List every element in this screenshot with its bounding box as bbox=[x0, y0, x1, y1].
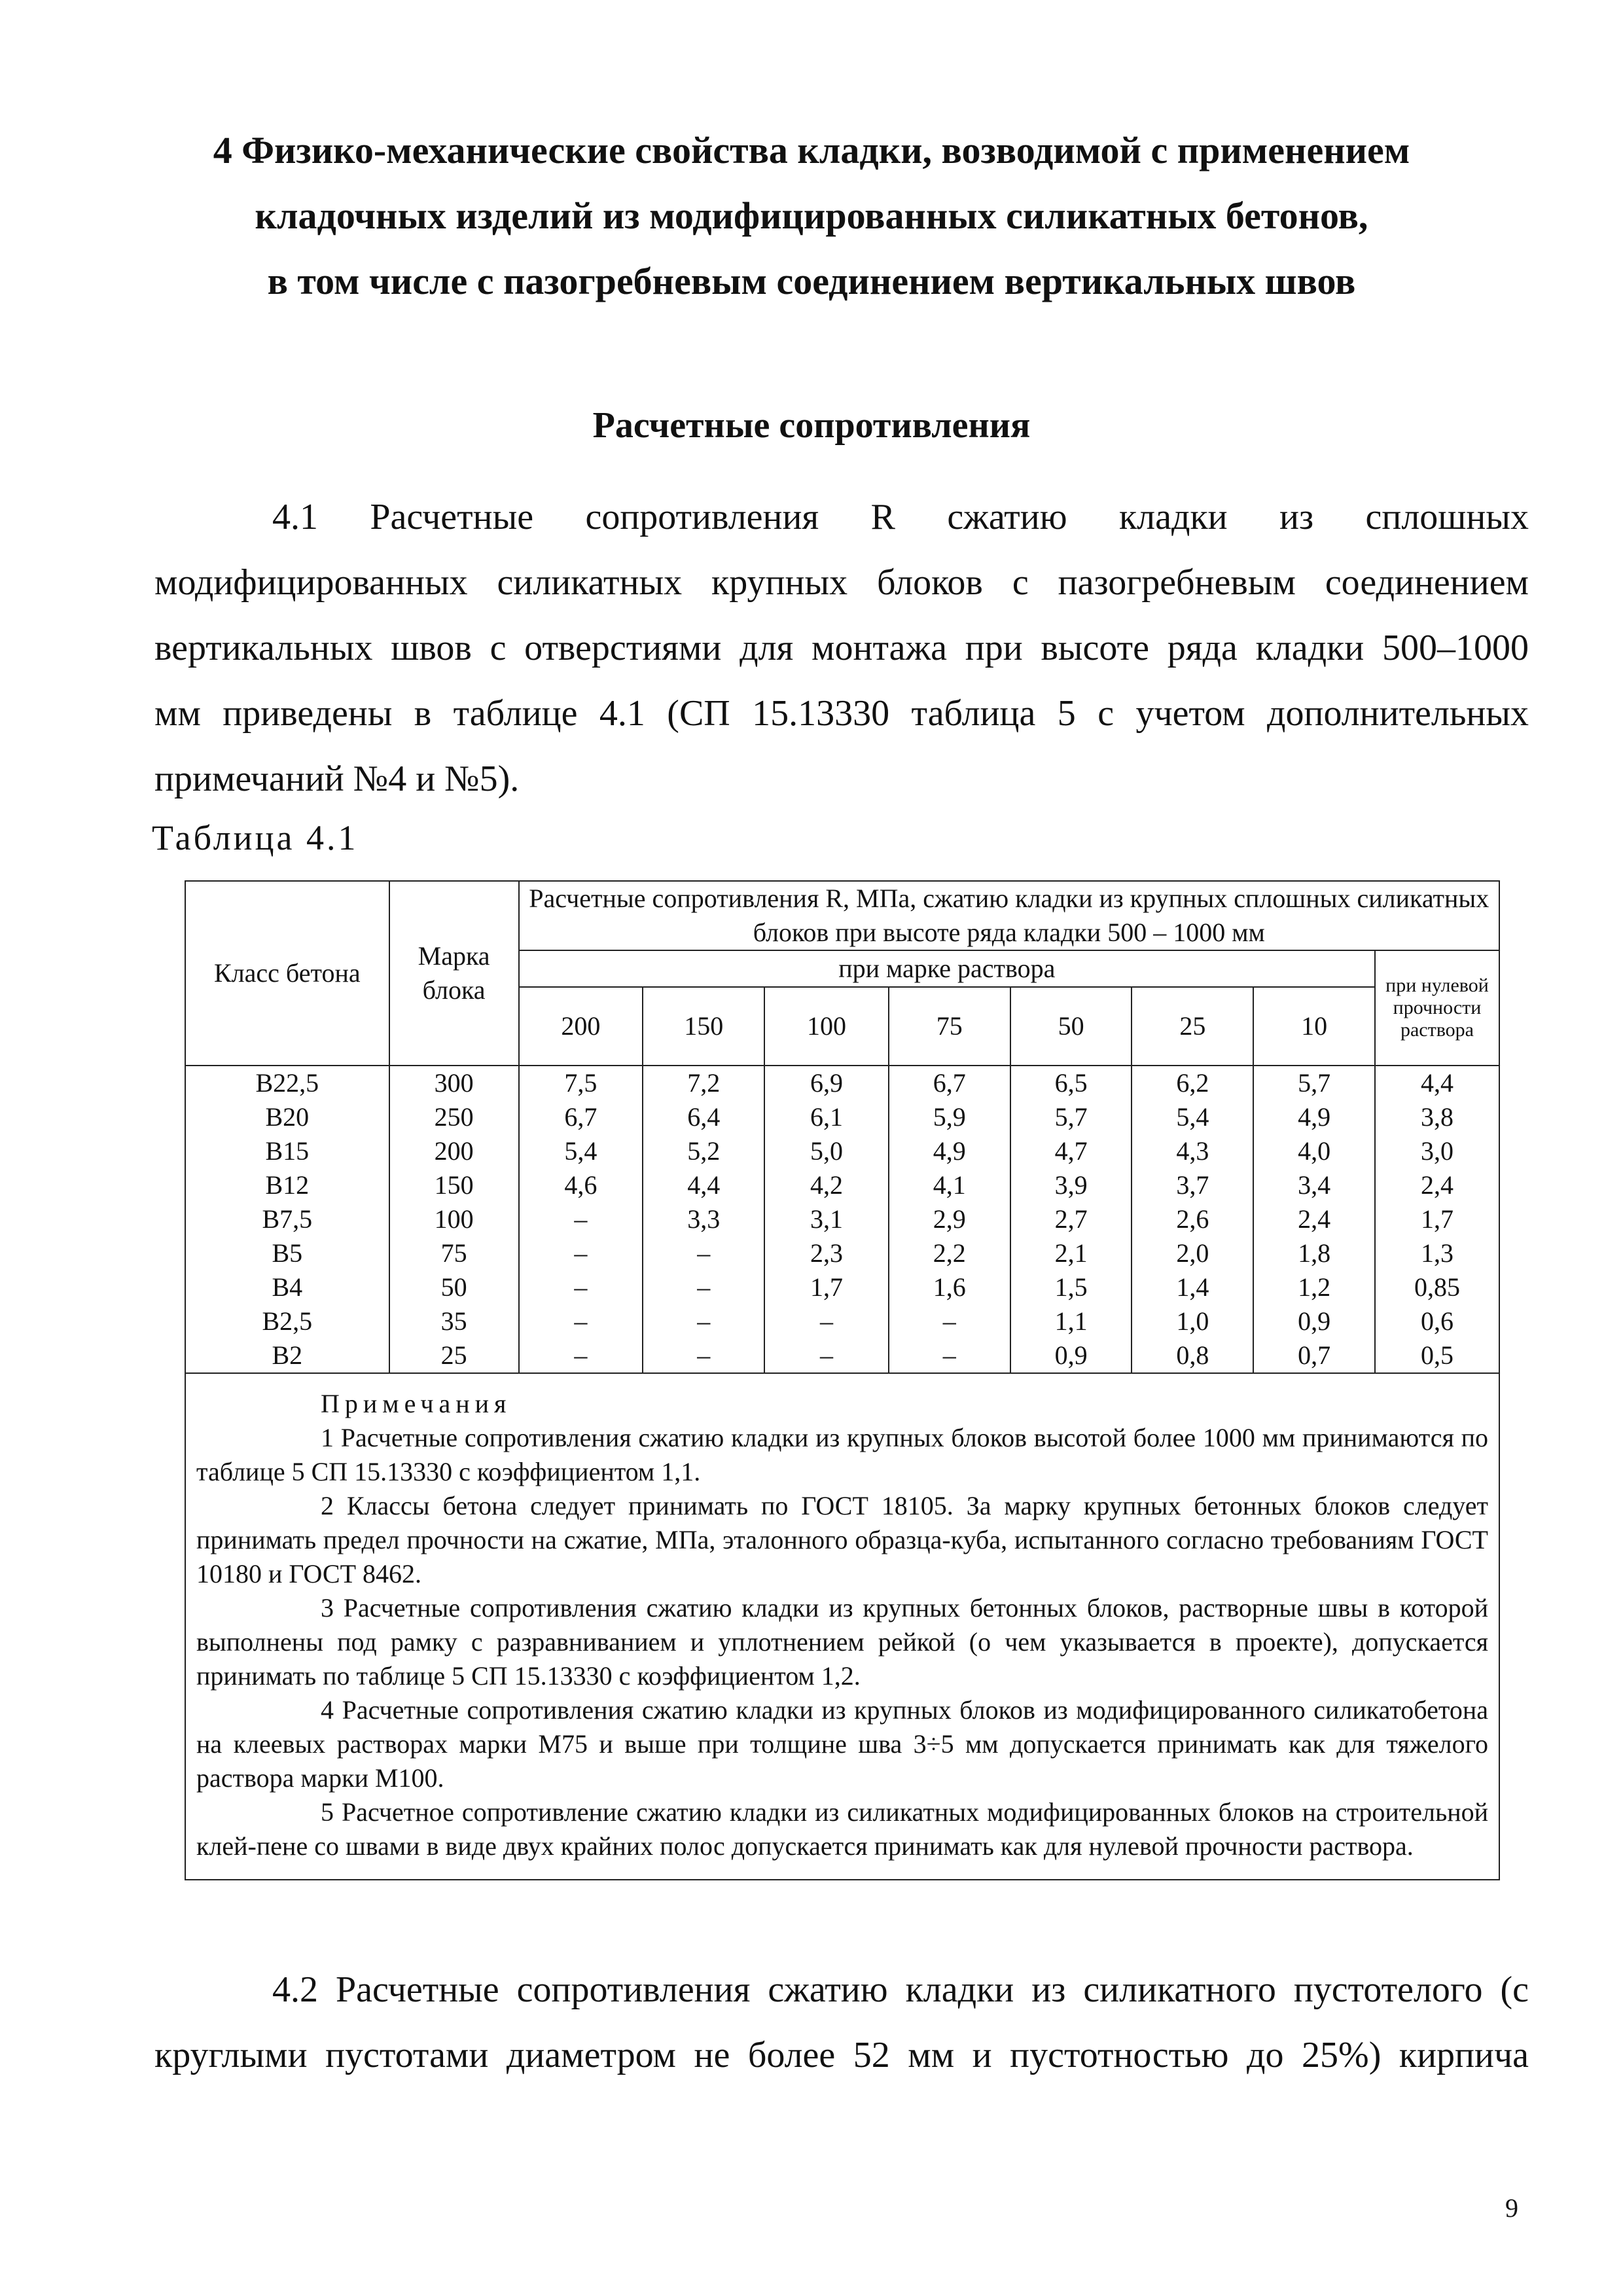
table-row bbox=[185, 1066, 1499, 1100]
resistance-value-cell: 4,4 bbox=[1375, 1066, 1499, 1100]
section-heading bbox=[131, 118, 1492, 314]
resistance-value-cell: – bbox=[643, 1304, 764, 1338]
resistance-value-cell: 2,9 bbox=[889, 1202, 1010, 1236]
resistance-value-cell: 4,7 bbox=[1010, 1134, 1132, 1168]
resistance-table bbox=[185, 880, 1500, 1880]
paragraph-line: вертикальных швов с отверстиями для монтажа при высоте ряда кладки 500–1000 bbox=[154, 628, 1529, 668]
mortar-grade-header: 75 bbox=[889, 987, 1010, 1066]
paragraph-4-2 bbox=[154, 1957, 1529, 2088]
resistance-value-cell: 6,7 bbox=[889, 1066, 1010, 1100]
resistance-value-cell: 4,0 bbox=[1253, 1134, 1375, 1168]
table-row bbox=[185, 1270, 1499, 1304]
table-row bbox=[185, 1168, 1499, 1202]
resistance-value-cell: 1,5 bbox=[1010, 1270, 1132, 1304]
resistance-value-cell: 3,9 bbox=[1010, 1168, 1132, 1202]
mortar-grade-header: 25 bbox=[1132, 987, 1253, 1066]
resistance-value-cell: 2,4 bbox=[1253, 1202, 1375, 1236]
block-mark-cell: 75 bbox=[389, 1236, 519, 1270]
mortar-grade-header: 50 bbox=[1010, 987, 1132, 1066]
resistance-value-cell: 1,8 bbox=[1253, 1236, 1375, 1270]
resistance-value-cell: 3,3 bbox=[643, 1202, 764, 1236]
paragraph-line: примечаний №4 и №5). bbox=[154, 759, 520, 799]
resistance-value-cell: – bbox=[889, 1338, 1010, 1373]
resistance-value-cell: – bbox=[519, 1304, 643, 1338]
resistance-value-cell: 3,1 bbox=[764, 1202, 889, 1236]
resistance-value-cell: 4,1 bbox=[889, 1168, 1010, 1202]
page-number: 9 bbox=[1505, 2193, 1518, 2223]
resistance-value-cell: 3,7 bbox=[1132, 1168, 1253, 1202]
resistance-value-cell: 4,9 bbox=[889, 1134, 1010, 1168]
block-mark-cell: 50 bbox=[389, 1270, 519, 1304]
resistance-value-cell: 0,8 bbox=[1132, 1338, 1253, 1373]
note-item: 5 Расчетное сопротивление сжатию кладки из силикатных модифицированных блоков на строительной клей-пене со швами в виде двух крайних полос допускается принимать как для нулевой прочности раствора. bbox=[196, 1797, 1488, 1861]
mortar-grade-header: 100 bbox=[764, 987, 889, 1066]
resistance-value-cell: 4,3 bbox=[1132, 1134, 1253, 1168]
resistance-value-cell: 4,9 bbox=[1253, 1100, 1375, 1134]
paragraph-line: 4.2 Расчетные сопротивления сжатию кладки из силикатного пустотелого (с bbox=[272, 1969, 1529, 2010]
block-mark-cell: 35 bbox=[389, 1304, 519, 1338]
concrete-class-cell: В2,5 bbox=[185, 1304, 389, 1338]
paragraph-line: мм приведены в таблице 4.1 (СП 15.13330 таблица 5 с учетом дополнительных bbox=[154, 693, 1529, 734]
resistance-value-cell: 6,4 bbox=[643, 1100, 764, 1134]
block-mark-cell: 300 bbox=[389, 1066, 519, 1100]
resistance-value-cell: 7,2 bbox=[643, 1066, 764, 1100]
resistance-value-cell: – bbox=[643, 1338, 764, 1373]
note-item: 2 Классы бетона следует принимать по ГОСТ 18105. За марку крупных бетонных блоков следует принимать предел прочности на сжатие, МПа, эталонного образца-куба, испытанного согласно требованиям ГОСТ 10180 и ГОСТ 8462. bbox=[196, 1491, 1488, 1588]
resistance-value-cell: 1,6 bbox=[889, 1270, 1010, 1304]
resistance-value-cell: 5,4 bbox=[519, 1134, 643, 1168]
block-mark-cell: 200 bbox=[389, 1134, 519, 1168]
note-item: 3 Расчетные сопротивления сжатию кладки из крупных бетонных блоков, растворные швы в которой выполнены под рамку с разравниванием и уплотнением рейкой (о чем указывается в проекте), допускается принимать по таблице 5 СП 15.13330 с коэффициентом 1,2. bbox=[196, 1593, 1488, 1691]
resistance-value-cell: 5,9 bbox=[889, 1100, 1010, 1134]
table-row bbox=[185, 1304, 1499, 1338]
block-mark-cell: 250 bbox=[389, 1100, 519, 1134]
resistance-value-cell: 0,85 bbox=[1375, 1270, 1499, 1304]
concrete-class-cell: В2 bbox=[185, 1338, 389, 1373]
resistance-value-cell: 5,0 bbox=[764, 1134, 889, 1168]
table-row bbox=[185, 1338, 1499, 1373]
resistance-value-cell: – bbox=[643, 1236, 764, 1270]
section-heading-line: кладочных изделий из модифицированных силикатных бетонов, bbox=[255, 194, 1368, 237]
resistance-value-cell: – bbox=[519, 1202, 643, 1236]
resistance-value-cell: 2,6 bbox=[1132, 1202, 1253, 1236]
block-mark-cell: 25 bbox=[389, 1338, 519, 1373]
resistance-value-cell: 5,7 bbox=[1253, 1066, 1375, 1100]
resistance-value-cell: 1,2 bbox=[1253, 1270, 1375, 1304]
resistance-value-cell: 6,2 bbox=[1132, 1066, 1253, 1100]
resistance-value-cell: 1,3 bbox=[1375, 1236, 1499, 1270]
resistance-value-cell: 2,4 bbox=[1375, 1168, 1499, 1202]
table-notes bbox=[185, 1373, 1499, 1880]
resistance-value-cell: 2,2 bbox=[889, 1236, 1010, 1270]
resistance-value-cell: 4,4 bbox=[643, 1168, 764, 1202]
resistance-value-cell: 6,9 bbox=[764, 1066, 889, 1100]
mortar-grade-header: 10 bbox=[1253, 987, 1375, 1066]
resistance-value-cell: 6,1 bbox=[764, 1100, 889, 1134]
table-row bbox=[185, 1134, 1499, 1168]
resistance-value-cell: 0,7 bbox=[1253, 1338, 1375, 1373]
block-mark-cell: 100 bbox=[389, 1202, 519, 1236]
resistance-value-cell: 2,1 bbox=[1010, 1236, 1132, 1270]
resistance-value-cell: – bbox=[519, 1338, 643, 1373]
section-heading-line: в том числе с пазогребневым соединением вертикальных швов bbox=[267, 260, 1356, 302]
resistance-value-cell: 0,9 bbox=[1253, 1304, 1375, 1338]
subsection-heading: Расчетные сопротивления bbox=[592, 405, 1031, 446]
concrete-class-cell: В4 bbox=[185, 1270, 389, 1304]
resistance-value-cell: 3,8 bbox=[1375, 1100, 1499, 1134]
header-block-mark: Марка блока bbox=[389, 881, 519, 1066]
resistance-value-cell: 0,9 bbox=[1010, 1338, 1132, 1373]
resistance-value-cell: – bbox=[889, 1304, 1010, 1338]
table-row bbox=[185, 1100, 1499, 1134]
header-mortar-grade: при марке раствора bbox=[519, 950, 1375, 987]
concrete-class-cell: В12 bbox=[185, 1168, 389, 1202]
note-item: 4 Расчетные сопротивления сжатию кладки из крупных блоков из модифицированного силикатобетона на клеевых растворах марки М75 и выше при толщине шва 3÷5 мм допускается принимать как для тяжелого раствора марки М100. bbox=[196, 1695, 1488, 1793]
header-concrete-class: Класс бетона bbox=[185, 881, 389, 1066]
resistance-value-cell: 0,5 bbox=[1375, 1338, 1499, 1373]
resistance-value-cell: 3,4 bbox=[1253, 1168, 1375, 1202]
resistance-value-cell: 6,7 bbox=[519, 1100, 643, 1134]
resistance-value-cell: – bbox=[519, 1270, 643, 1304]
resistance-value-cell: 6,5 bbox=[1010, 1066, 1132, 1100]
paragraph-line: круглыми пустотами диаметром не более 52 мм и пустотностью до 25%) кирпича bbox=[154, 2035, 1529, 2075]
resistance-value-cell: 0,6 bbox=[1375, 1304, 1499, 1338]
mortar-grade-header: 150 bbox=[643, 987, 764, 1066]
resistance-value-cell: 5,2 bbox=[643, 1134, 764, 1168]
resistance-value-cell: 1,1 bbox=[1010, 1304, 1132, 1338]
mortar-grade-header: 200 bbox=[519, 987, 643, 1066]
resistance-value-cell: 2,3 bbox=[764, 1236, 889, 1270]
concrete-class-cell: В20 bbox=[185, 1100, 389, 1134]
block-mark-cell: 150 bbox=[389, 1168, 519, 1202]
resistance-value-cell: 2,0 bbox=[1132, 1236, 1253, 1270]
resistance-value-cell: 2,7 bbox=[1010, 1202, 1132, 1236]
resistance-value-cell: – bbox=[519, 1236, 643, 1270]
resistance-value-cell: 3,0 bbox=[1375, 1134, 1499, 1168]
concrete-class-cell: В22,5 bbox=[185, 1066, 389, 1100]
concrete-class-cell: В5 bbox=[185, 1236, 389, 1270]
resistance-value-cell: 1,7 bbox=[1375, 1202, 1499, 1236]
notes-title: Примечания bbox=[321, 1389, 512, 1418]
resistance-value-cell: 5,4 bbox=[1132, 1100, 1253, 1134]
concrete-class-cell: В15 bbox=[185, 1134, 389, 1168]
resistance-value-cell: 4,6 bbox=[519, 1168, 643, 1202]
concrete-class-cell: В7,5 bbox=[185, 1202, 389, 1236]
header-zero-strength: при нулевой прочности раствора bbox=[1375, 950, 1499, 1066]
resistance-value-cell: 1,7 bbox=[764, 1270, 889, 1304]
resistance-value-cell: – bbox=[764, 1304, 889, 1338]
resistance-value-cell: 1,0 bbox=[1132, 1304, 1253, 1338]
section-heading-line: 4 Физико-механические свойства кладки, возводимой с применением bbox=[213, 129, 1410, 171]
table-row bbox=[185, 1202, 1499, 1236]
table-row bbox=[185, 1236, 1499, 1270]
resistance-value-cell: – bbox=[643, 1270, 764, 1304]
paragraph-line: модифицированных силикатных крупных блоков с пазогребневым соединением bbox=[154, 562, 1529, 603]
header-resistance: Расчетные сопротивления R, МПа, сжатию кладки из крупных сплошных силикатных блоков при высоте ряда кладки 500 – 1000 мм bbox=[519, 881, 1499, 950]
resistance-value-cell: 5,7 bbox=[1010, 1100, 1132, 1134]
resistance-value-cell: 1,4 bbox=[1132, 1270, 1253, 1304]
resistance-value-cell: 4,2 bbox=[764, 1168, 889, 1202]
table-caption: Таблица 4.1 bbox=[152, 818, 359, 857]
paragraph-line: 4.1 Расчетные сопротивления R сжатию кладки из сплошных bbox=[272, 497, 1529, 537]
note-item: 1 Расчетные сопротивления сжатию кладки из крупных блоков высотой более 1000 мм принимаются по таблице 5 СП 15.13330 с коэффициентом 1,1. bbox=[196, 1423, 1488, 1486]
paragraph-4-1 bbox=[154, 484, 1529, 812]
resistance-value-cell: – bbox=[764, 1338, 889, 1373]
resistance-value-cell: 7,5 bbox=[519, 1066, 643, 1100]
